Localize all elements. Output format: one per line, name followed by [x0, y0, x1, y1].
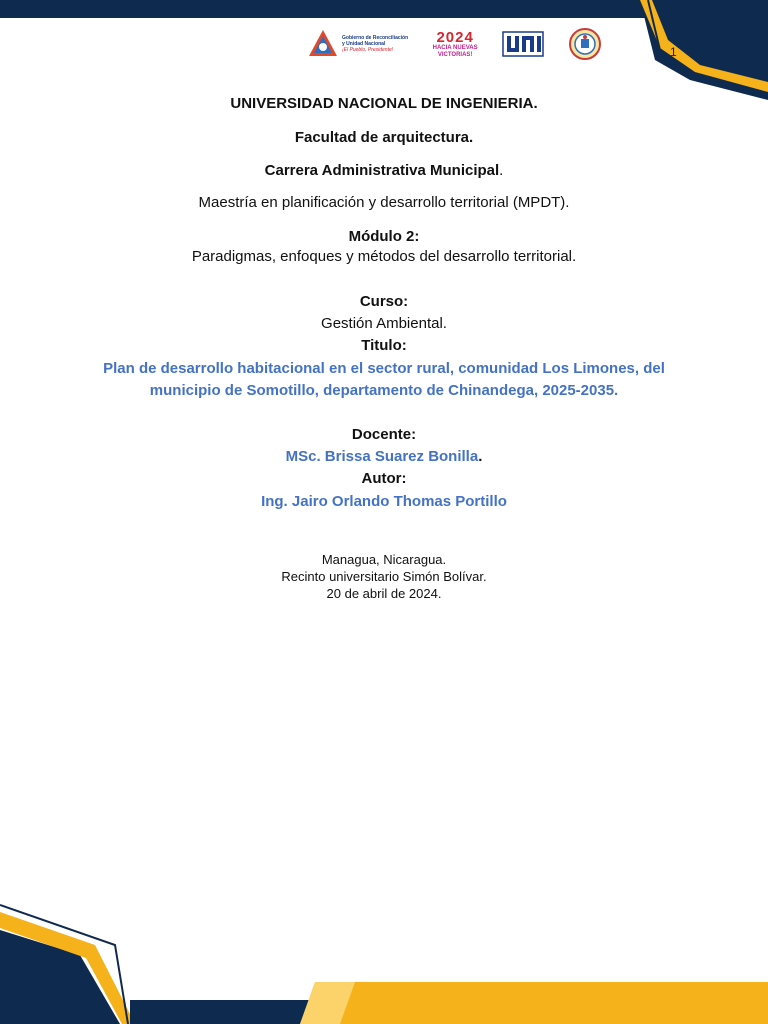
year-logo-line2: VICTORIAS! [437, 51, 473, 58]
date: 20 de abril de 2024. [326, 586, 442, 601]
career-punct: . [499, 162, 504, 179]
page-number: 1 [670, 45, 677, 59]
author-name: Ing. Jairo Orlando Thomas Portillo [261, 493, 507, 510]
career-block [0, 161, 768, 181]
teacher-block [0, 425, 768, 512]
header-logos [306, 24, 602, 64]
module-label: Módulo 2: [348, 228, 420, 245]
university-seal-icon [568, 27, 602, 61]
place: Managua, Nicaragua. [321, 552, 447, 567]
gobierno-slogan: ¡El Pueblo, Presidente! [342, 47, 394, 53]
title-label: Titulo: [361, 337, 407, 354]
year-logo-top: 2024 [436, 28, 474, 46]
course-name: Gestión Ambiental. [321, 315, 447, 332]
teacher-punct: . [478, 448, 483, 465]
teacher-name: MSc. Brissa Suarez Bonilla [285, 448, 479, 465]
campus: Recinto universitario Simón Bolívar. [281, 569, 487, 584]
university-name: UNIVERSIDAD NACIONAL DE INGENIERIA. [230, 95, 538, 112]
teacher-label: Docente: [351, 426, 417, 443]
thesis-title-block [0, 358, 768, 402]
career-name: Carrera Administrativa Municipal [264, 162, 500, 179]
faculty-name: Facultad de arquitectura. [294, 129, 474, 146]
module-title: Paradigmas, enfoques y métodos del desarrollo territorial. [191, 248, 577, 265]
uni-logo [502, 30, 544, 58]
location-date-block [0, 551, 768, 602]
uni-logo-icon [502, 30, 544, 58]
course-label: Curso: [359, 293, 409, 310]
faculty-block [0, 128, 768, 148]
university-seal-logo [568, 27, 602, 61]
master-block [0, 193, 768, 213]
gobierno-emblem-icon [306, 27, 340, 61]
module-block [0, 227, 768, 267]
master-program: Maestría en planificación y desarrollo territorial (MPDT). [198, 194, 570, 211]
gobierno-line1: Gobierno de Reconciliación [342, 35, 409, 41]
bottom-gold-band [300, 982, 768, 1024]
gobierno-logo [306, 27, 408, 61]
thesis-title-line1: Plan de desarrollo habitacional en el sector rural, comunidad Los Limones, del [103, 360, 665, 377]
year-2024-logo [418, 30, 492, 59]
course-block [0, 292, 768, 356]
author-label: Autor: [361, 470, 407, 487]
year-logo-line1: HACIA NUEVAS [432, 44, 478, 51]
gobierno-line2: y Unidad Nacional [342, 41, 386, 47]
university-heading [0, 94, 768, 114]
thesis-title-line2: municipio de Somotillo, departamento de Chinandega, 2025-2035. [149, 382, 619, 399]
